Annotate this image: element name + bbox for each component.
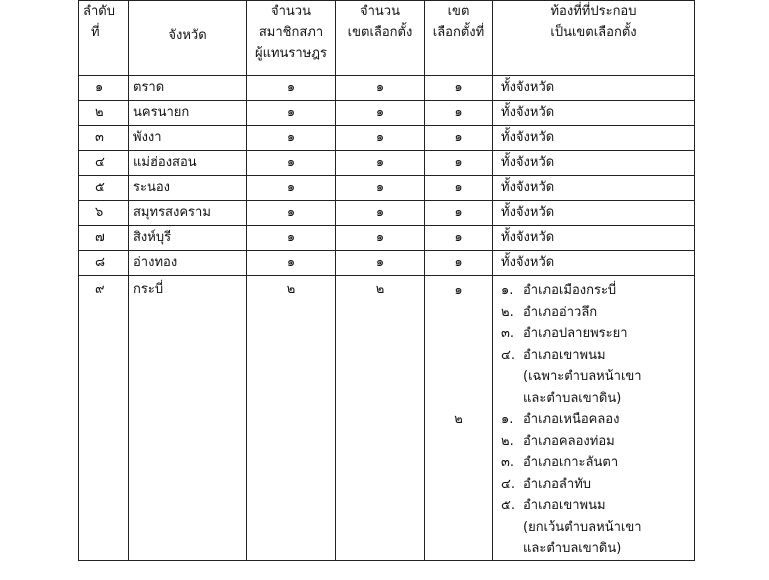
header-members-line: จำนวน — [271, 4, 311, 19]
cell-district-no: ๑ — [425, 201, 493, 226]
cell-members: ๑ — [247, 201, 336, 226]
table-row — [79, 151, 695, 176]
area-item-continued: (เฉพาะตำบลหน้าเขา — [523, 369, 642, 384]
cell-districts: ๑ — [336, 101, 425, 126]
header-no-line: ลำดับ — [83, 4, 115, 19]
header-area-line: เป็นเขตเลือกตั้ง — [550, 25, 637, 40]
area-item-continued: และตำบลเขาดิน) — [523, 541, 622, 556]
cell-no: ๒ — [79, 101, 129, 126]
cell-members: ๑ — [247, 101, 336, 126]
cell-no: ๖ — [79, 201, 129, 226]
header-no — [79, 1, 129, 76]
header-province — [129, 1, 247, 76]
area-item: ๓. อำเภอเกาะลันตา — [501, 455, 619, 470]
spacer — [425, 345, 492, 367]
header-area-line: ท้องที่ที่ประกอบ — [550, 4, 637, 19]
cell-area: ทั้งจังหวัด — [493, 201, 695, 226]
table-row — [79, 201, 695, 226]
cell-members: ๑ — [247, 251, 336, 276]
spacer — [425, 495, 492, 517]
header-districts-line: จำนวน — [360, 4, 400, 19]
cell-area-list — [493, 276, 695, 561]
cell-province: ตราด — [129, 76, 247, 101]
area-item: ๔. อำเภอเขาพนม — [501, 347, 606, 363]
cell-districts: ๑ — [336, 176, 425, 201]
header-province-line: จังหวัด — [168, 28, 207, 43]
header-members-line: สมาชิกสภา — [258, 25, 324, 40]
area-item: ๕. อำเภอเขาพนม — [501, 498, 606, 513]
table-row — [79, 76, 695, 101]
cell-no: ๙ — [79, 276, 129, 561]
cell-district-no: ๑ — [425, 151, 493, 176]
area-item: ๑. อำเภอเหนือคลอง — [501, 412, 620, 427]
cell-districts: ๑ — [336, 226, 425, 251]
cell-no: ๕ — [79, 176, 129, 201]
area-item: ๒. อำเภอคลองท่อม — [501, 433, 615, 449]
cell-district-no: ๑ — [425, 101, 493, 126]
cell-area: ทั้งจังหวัด — [493, 226, 695, 251]
cell-area: ทั้งจังหวัด — [493, 176, 695, 201]
cell-members: ๑ — [247, 151, 336, 176]
cell-districts: ๑ — [336, 201, 425, 226]
cell-no: ๔ — [79, 151, 129, 176]
cell-members: ๑ — [247, 226, 336, 251]
electoral-district-table — [78, 0, 695, 561]
cell-district-no: ๑ — [425, 226, 493, 251]
district-no-2: ๒ — [454, 412, 463, 427]
header-district-no-line: เขต — [447, 4, 470, 19]
header-districts — [336, 1, 425, 76]
table-row — [79, 101, 695, 126]
table-row — [79, 226, 695, 251]
table-row-krabi — [79, 276, 695, 561]
cell-province: ระนอง — [129, 176, 247, 201]
cell-area: ทั้งจังหวัด — [493, 76, 695, 101]
cell-province: กระบี่ — [129, 276, 247, 561]
spacer — [425, 538, 492, 560]
table-row — [79, 176, 695, 201]
table-row — [79, 126, 695, 151]
cell-province: พังงา — [129, 126, 247, 151]
spacer — [425, 302, 492, 324]
header-district-no — [425, 1, 493, 76]
spacer — [425, 366, 492, 388]
header-row — [79, 1, 695, 76]
header-area — [493, 1, 695, 76]
cell-area: ทั้งจังหวัด — [493, 126, 695, 151]
cell-districts: ๑ — [336, 151, 425, 176]
area-item-continued: และตำบลเขาดิน) — [523, 390, 622, 406]
cell-districts: ๑ — [336, 76, 425, 101]
spacer — [425, 388, 492, 410]
cell-province: สมุทรสงคราม — [129, 201, 247, 226]
cell-area: ทั้งจังหวัด — [493, 151, 695, 176]
table-row — [79, 251, 695, 276]
cell-districts: ๑ — [336, 251, 425, 276]
spacer — [425, 474, 492, 496]
cell-no: ๑ — [79, 76, 129, 101]
cell-members: ๑ — [247, 76, 336, 101]
header-district-no-line: เลือกตั้งที่ — [432, 25, 485, 40]
spacer — [425, 517, 492, 539]
area-item: ๒. อำเภออ่าวลึก — [501, 304, 598, 320]
area-item: ๓. อำเภอปลายพระยา — [501, 326, 628, 341]
spacer — [425, 323, 492, 345]
header-no-line: ที่ — [91, 25, 100, 40]
header-districts-line: เขตเลือกตั้ง — [347, 25, 413, 40]
cell-province: แม่ฮ่องสอน — [129, 151, 247, 176]
area-item-continued: (ยกเว้นตำบลหน้าเขา — [523, 519, 642, 535]
cell-members: ๑ — [247, 176, 336, 201]
area-item: ๑. อำเภอเมืองกระบี่ — [501, 283, 617, 298]
district-no-1: ๑ — [454, 283, 463, 298]
cell-province: อ่างทอง — [129, 251, 247, 276]
cell-no: ๗ — [79, 226, 129, 251]
cell-members: ๑ — [247, 126, 336, 151]
cell-province: นครนายก — [129, 101, 247, 126]
cell-province: สิงห์บุรี — [129, 226, 247, 251]
area-item: ๔. อำเภอลำทับ — [501, 476, 592, 492]
cell-districts: ๒ — [336, 276, 425, 561]
cell-area: ทั้งจังหวัด — [493, 101, 695, 126]
cell-district-no: ๑ — [425, 126, 493, 151]
cell-no: ๓ — [79, 126, 129, 151]
cell-district-no: ๑ — [425, 76, 493, 101]
spacer — [425, 431, 492, 453]
cell-district-no-stack — [425, 276, 493, 561]
cell-district-no: ๑ — [425, 176, 493, 201]
cell-district-no: ๑ — [425, 251, 493, 276]
cell-area: ทั้งจังหวัด — [493, 251, 695, 276]
cell-districts: ๑ — [336, 126, 425, 151]
cell-members: ๒ — [247, 276, 336, 561]
spacer — [425, 452, 492, 474]
header-members — [247, 1, 336, 76]
cell-no: ๘ — [79, 251, 129, 276]
header-members-line: ผู้แทนราษฎร — [254, 46, 327, 61]
